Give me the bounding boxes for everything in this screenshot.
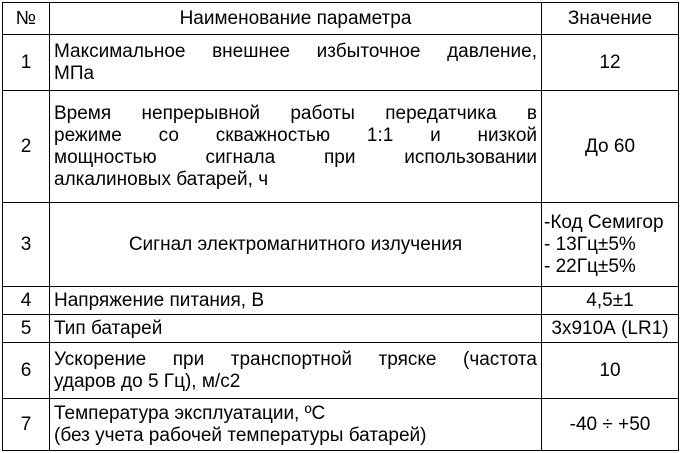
parameter-name bbox=[50, 399, 542, 451]
parameter-value-line: -Код Семигор bbox=[544, 211, 664, 233]
parameter-name-line: ударов до 5 Гц), м/с2 bbox=[54, 370, 241, 392]
parameter-value-line: - 22Гц±5% bbox=[544, 255, 636, 277]
parameter-value: -40 ÷ +50 bbox=[542, 399, 679, 451]
parameter-name-line: режиме со скважностью 1:1 и низкой bbox=[54, 124, 537, 146]
parameter-name bbox=[50, 343, 542, 399]
parameter-value: 12 bbox=[542, 35, 679, 91]
parameter-name: Сигнал электромагнитного излучения bbox=[50, 203, 542, 287]
parameter-value: 3х910А (LR1) bbox=[542, 315, 679, 343]
parameter-name-line: алкалиновых батарей, ч bbox=[54, 168, 269, 190]
parameter-name bbox=[50, 91, 542, 203]
table-row bbox=[3, 91, 679, 203]
parameter-name-line: Ускорение при транспортной тряске (частота bbox=[54, 348, 537, 370]
table-row bbox=[3, 35, 679, 91]
parameter-name-line: МПа bbox=[54, 62, 95, 84]
row-number: 6 bbox=[3, 343, 50, 399]
table-header-row bbox=[3, 3, 679, 35]
header-number: № bbox=[3, 3, 50, 35]
row-number: 7 bbox=[3, 399, 50, 451]
header-parameter-name: Наименование параметра bbox=[50, 3, 542, 35]
parameter-value: До 60 bbox=[542, 91, 679, 203]
parameter-name-line: мощностью сигнала при использовании bbox=[54, 146, 537, 168]
parameter-value bbox=[542, 203, 679, 287]
table-row bbox=[3, 203, 679, 287]
parameter-name-line: Температура эксплуатации, ºС bbox=[54, 402, 326, 424]
parameter-name-line: (без учета рабочей температуры батарей) bbox=[54, 424, 427, 446]
parameter-name-line: Время непрерывной работы передатчика в bbox=[54, 102, 537, 124]
table-row bbox=[3, 343, 679, 399]
row-number: 2 bbox=[3, 91, 50, 203]
parameters-table bbox=[2, 2, 679, 451]
table-row bbox=[3, 399, 679, 451]
row-number: 1 bbox=[3, 35, 50, 91]
parameter-value: 10 bbox=[542, 343, 679, 399]
parameter-value-line: - 13Гц±5% bbox=[544, 233, 636, 255]
row-number: 5 bbox=[3, 315, 50, 343]
parameter-value: 4,5±1 bbox=[542, 287, 679, 315]
row-number: 4 bbox=[3, 287, 50, 315]
parameter-name bbox=[50, 35, 542, 91]
parameter-name-line: Максимальное внешнее избыточное давление, bbox=[54, 40, 537, 62]
row-number: 3 bbox=[3, 203, 50, 287]
parameter-name: Напряжение питания, В bbox=[50, 287, 542, 315]
table-row bbox=[3, 315, 679, 343]
table-row bbox=[3, 287, 679, 315]
parameter-name: Тип батарей bbox=[50, 315, 542, 343]
header-value: Значение bbox=[542, 3, 679, 35]
